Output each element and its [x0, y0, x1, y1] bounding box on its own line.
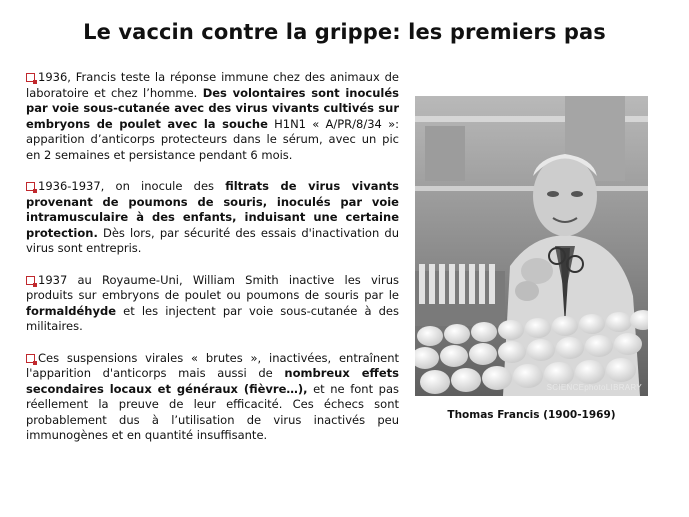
checkbox-bullet-icon: [26, 276, 35, 285]
paragraph-3: [26, 273, 399, 335]
paragraph-2: [26, 179, 399, 257]
paragraph-2-text-1: 1936-1937, on inocule des: [38, 179, 226, 193]
paragraph-4-text-1: Ces suspensions virales « brutes », inactivées, entraînent l'apparition d'anticorps mais aussi de: [26, 350, 399, 380]
portrait-illustration: [415, 96, 648, 396]
paragraph-1: [26, 70, 399, 163]
paragraph-3-text-1: 1937 au Royaume-Uni, William Smith inactive les virus produits sur embryons de poulet ou poumons de souris par le: [26, 272, 399, 302]
paragraph-1-text-1: 1936, Francis teste la réponse immune chez des animaux de laboratoire et chez l’homme.: [26, 70, 399, 100]
paragraph-1-text-2: H1N1 « A/PR/8/34 »: apparition d’anticorps protecteurs dans le sérum, avec un pic en 2 semaines et persistance pendant 6 mois.: [26, 116, 399, 162]
paragraph-2-text-2: Dès lors, par sécurité des essais d'inactivation du virus sont entrepris.: [26, 225, 399, 255]
paragraph-2-bold-1: filtrats de virus vivants provenant de poumons de souris, inoculés par voie intramusculaire à des enfants, induisant une certaine protection.: [26, 179, 399, 240]
paragraph-4-text-2: et ne font pas réellement la preuve de leur efficacité. Ces échecs sont probablement dus à l’utilisation de virus inactivés peu immunogènes et en quantité insuffisante.: [26, 381, 399, 442]
paragraph-4-bold-1: nombreux effets secondaires locaux et généraux (fièvre…),: [26, 366, 400, 396]
checkbox-bullet-icon: [26, 182, 35, 191]
paragraph-3-text-2: et les injectent par voie sous-cutanée à des militaires.: [26, 303, 399, 333]
paragraph-1-bold-1: Des volontaires sont inoculés par voie sous-cutanée avec des virus vivants cultivés sur embryons de poulet avec la souche: [26, 85, 399, 131]
photo-credit-watermark: SCIENCEphotoLIBRARY: [546, 383, 642, 392]
paragraph-3-bold-1: formaldéhyde: [26, 303, 117, 318]
photo-caption: Thomas Francis (1900-1969): [447, 409, 616, 421]
checkbox-bullet-icon: [26, 354, 35, 363]
slide-title: Le vaccin contre la grippe: les premiers pas: [83, 20, 606, 44]
checkbox-bullet-icon: [26, 73, 35, 82]
text-column: [26, 70, 399, 460]
portrait-photo: [415, 96, 648, 396]
paragraph-4: [26, 351, 399, 444]
